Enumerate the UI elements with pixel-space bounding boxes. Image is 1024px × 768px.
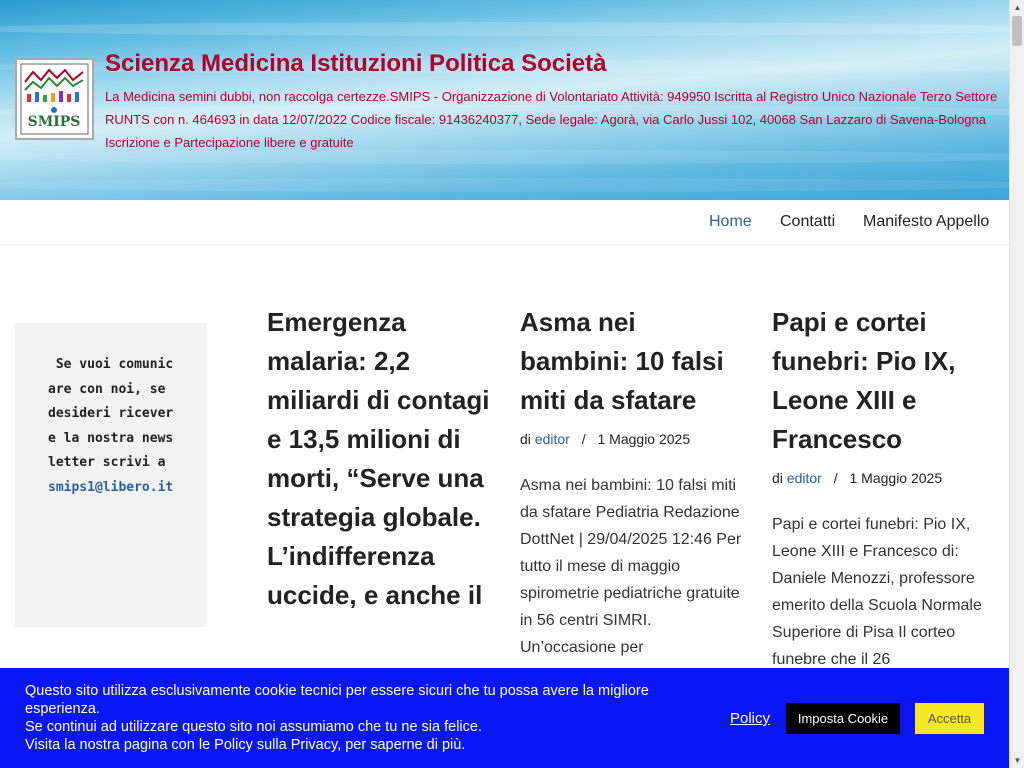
post-meta [520,428,748,450]
post-excerpt: Asma nei bambini: 10 falsi miti da sfatare Pediatria Redazione DottNet | 29/04/2025 12:46 Per tutto il mese di maggio spirometrie pediatriche gratuite in 56 centri SIMRI. Un’occasione per [520,477,742,656]
sidebar-contact-text [48,353,174,500]
post-card [267,303,492,615]
post-excerpt: Papi e cortei funebri: Pio IX, Leone XIII e Francesco di: Daniele Menozzi, professore emerito della Scuola Normale Superiore di Pisa Il corteo funebre che il 26 [772,516,982,668]
water-wave [0,22,1009,36]
cookie-banner [0,668,1009,768]
scrollbar-thumb[interactable] [1012,16,1022,46]
post-title[interactable]: Emergenza malaria: 2,2 miliardi di contagi e 13,5 milioni di morti, “Serve una strategia globale. L’indifferenza uccide, e anche il [267,307,490,610]
post-meta-separator: / [581,431,586,447]
post-meta-by: di [772,470,783,486]
nav-item-home[interactable]: Home [709,213,752,230]
cookie-policy-link[interactable]: Policy [730,710,771,727]
post-title[interactable]: Papi e cortei funebri: Pio IX, Leone XIII e Francesco [772,307,956,454]
main-navigation [0,200,1009,245]
cookie-line: Questo sito utilizza esclusivamente cookie tecnici per essere sicuri che tu possa avere la migliore esperienza. [25,683,649,717]
nav-item-manifesto-appello[interactable]: Manifesto Appello [863,213,990,230]
site-header [0,0,1009,200]
vertical-scrollbar[interactable] [1009,0,1024,768]
water-wave [0,178,1009,192]
cookie-accept-button[interactable]: Accetta [915,703,984,734]
site-logo[interactable] [15,58,94,140]
post-date: 1 Maggio 2025 [849,470,943,486]
sidebar-widget [15,323,207,627]
site-description: La Medicina semini dubbi, non raccolga certezze.SMIPS - Organizzazione di Volontariato Attività: 949950 Iscritta al Registro Unico Nazionale Terzo Settore RUNTS con n. 464693 in data 12/07/2022 Codice fiscale: 91436240377, Sede legale: Agorà, via Carlo Jussi 102, 40068 San Lazzaro di Savena-Bologna Iscrizione e Partecipazione libere e gratuite [105,89,998,150]
cookie-message [25,682,705,754]
scroll-up-icon[interactable]: ▲ [1013,3,1022,12]
post-meta [772,467,994,489]
post-card [772,303,994,673]
post-card [520,303,748,661]
cookie-line: Visita la nostra pagina con le Policy sulla Privacy, per saperne di più. [25,737,466,753]
contact-text: Se vuoi comunicare con noi, se desideri ricevere la nostra newsletter scrivi a [48,357,174,470]
post-title[interactable]: Asma nei bambini: 10 falsi miti da sfatare [520,307,724,415]
scroll-down-icon[interactable]: ▼ [1013,756,1022,765]
smips-logo-graphic [17,60,92,138]
post-author-link[interactable]: editor [534,431,570,447]
post-author-link[interactable]: editor [786,470,822,486]
cookie-settings-button[interactable]: Imposta Cookie [786,703,900,734]
post-meta-separator: / [833,470,838,486]
svg-text:SMIPS: SMIPS [27,114,81,130]
contact-email-link[interactable]: smips1@libero.it [48,479,174,495]
cookie-line: Se continui ad utilizzare questo sito noi assumiamo che tu ne sia felice. [25,719,482,735]
nav-item-contatti[interactable]: Contatti [780,213,836,230]
post-meta-by: di [520,431,531,447]
site-title[interactable]: Scienza Medicina Istituzioni Politica Società [105,50,607,77]
post-date: 1 Maggio 2025 [597,431,691,447]
